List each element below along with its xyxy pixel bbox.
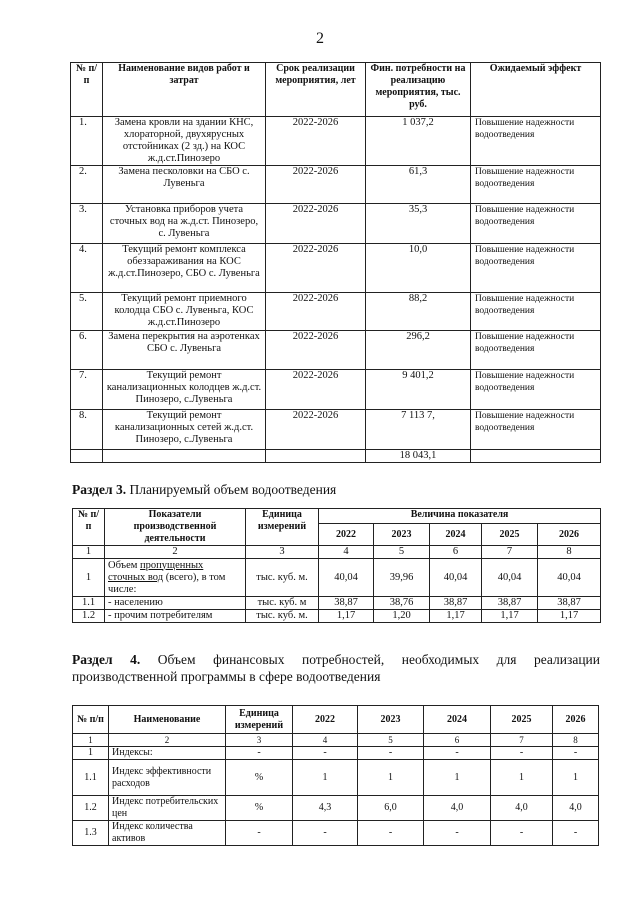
section4-title-line1: Объем финансовых потребностей, необходимых для реализации: [157, 652, 600, 667]
row-name: Индекс количества активов: [109, 821, 226, 846]
row-num: 6.: [71, 331, 103, 370]
row-value: 40,04: [538, 559, 601, 597]
row-fin: 88,2: [366, 293, 471, 331]
header-term: Срок реализации мероприятия, лет: [266, 63, 366, 117]
row-term: 2022-2026: [266, 331, 366, 370]
header-unit: Единица измерений: [246, 509, 319, 546]
header-year: 2026: [553, 706, 599, 734]
row-name: Индекс эффективности расходов: [109, 760, 226, 796]
wastewater-volume-table: [72, 508, 601, 623]
table-row: [73, 610, 601, 623]
header-year: 2024: [424, 706, 491, 734]
col-number: 7: [491, 734, 553, 747]
table-row: [71, 370, 601, 410]
row-name: Текущий ремонт канализационных сетей ж.д.ст. Пинозеро, с.Лувеньга: [103, 410, 266, 450]
header-indicator: Показатели производственной деятельности: [105, 509, 246, 546]
row-unit: -: [226, 821, 293, 846]
row-unit: %: [226, 796, 293, 821]
row-term: 2022-2026: [266, 166, 366, 204]
table-row: [71, 331, 601, 370]
row-value: -: [424, 747, 491, 760]
row-term: 2022-2026: [266, 293, 366, 331]
table-row: [73, 760, 599, 796]
row-value: 4,3: [293, 796, 358, 821]
row-num: 1: [73, 747, 109, 760]
header-name: Наименование: [109, 706, 226, 734]
row-value: 38,87: [430, 597, 482, 610]
activities-table: [70, 62, 601, 463]
row-fin: 1 037,2: [366, 117, 471, 166]
row-value: 1: [293, 760, 358, 796]
header-year: 2024: [430, 524, 482, 546]
section3-label: Раздел 3.: [72, 482, 127, 497]
row-value: -: [358, 821, 424, 846]
row-fin: 35,3: [366, 204, 471, 244]
header-year: 2025: [491, 706, 553, 734]
row-value: 38,76: [374, 597, 430, 610]
table-row: [71, 117, 601, 166]
row-value: 39,96: [374, 559, 430, 597]
header-year: 2025: [482, 524, 538, 546]
col-number: 1: [73, 546, 105, 559]
row-num: 1.3: [73, 821, 109, 846]
col-number: 3: [246, 546, 319, 559]
header-unit: Единица измерений: [226, 706, 293, 734]
row-name: Текущий ремонт комплекса обеззараживания на КОС ж.д.ст.Пинозеро, СБО с. Лувеньга: [103, 244, 266, 293]
row-value: 6,0: [358, 796, 424, 821]
row-name: Объем пропущенных сточных вод (всего), в том числе:: [105, 559, 246, 597]
row-value: 1,20: [374, 610, 430, 623]
header-year: 2022: [319, 524, 374, 546]
row-num: 1: [73, 559, 105, 597]
row-value: -: [553, 747, 599, 760]
row-value: 40,04: [319, 559, 374, 597]
col-number: 3: [226, 734, 293, 747]
row-value: -: [293, 821, 358, 846]
row-value: 40,04: [482, 559, 538, 597]
row-value: 4,0: [424, 796, 491, 821]
row-value: -: [553, 821, 599, 846]
row-value: 38,87: [319, 597, 374, 610]
col-number: 5: [358, 734, 424, 747]
row-value: 4,0: [553, 796, 599, 821]
header-name: Наименование видов работ и затрат: [103, 63, 266, 117]
row-value: 38,87: [538, 597, 601, 610]
table-row: [71, 204, 601, 244]
row-num: 2.: [71, 166, 103, 204]
row-num: 1.2: [73, 610, 105, 623]
header-year: 2022: [293, 706, 358, 734]
col-number: 4: [293, 734, 358, 747]
table-row: [71, 293, 601, 331]
row-name: Установка приборов учета сточных вод на ж.д.ст. Пинозеро, с. Лувеньга: [103, 204, 266, 244]
header-year: 2023: [358, 706, 424, 734]
row-value: 1,17: [430, 610, 482, 623]
row-name: - населению: [105, 597, 246, 610]
header-num: № п/п: [71, 63, 103, 117]
row-num: 8.: [71, 410, 103, 450]
row-term: 2022-2026: [266, 370, 366, 410]
row-effect: Повышение надежности водоотведения: [471, 166, 601, 204]
row-value: -: [491, 821, 553, 846]
row-unit: тыс. куб. м.: [246, 559, 319, 597]
row-name: Замена кровли на здании КНС, хлораторной, двухярусных отстойниках (2 зд.) на КОС ж.д.ст.Пинозеро: [103, 117, 266, 166]
row-value: -: [358, 747, 424, 760]
col-number: 5: [374, 546, 430, 559]
section4-title-line2: производственной программы в сфере водоотведения: [72, 669, 381, 684]
table-row: [71, 166, 601, 204]
row-unit: -: [226, 747, 293, 760]
row-value: 38,87: [482, 597, 538, 610]
row-effect: Повышение надежности водоотведения: [471, 331, 601, 370]
row-name: Текущий ремонт приемного колодца СБО с. Лувеньга, КОС ж.д.ст.Пинозеро: [103, 293, 266, 331]
row-name: Замена песколовки на СБО с. Лувеньга: [103, 166, 266, 204]
row-num: 7.: [71, 370, 103, 410]
table-row: [71, 244, 601, 293]
header-effect: Ожидаемый эффект: [471, 63, 601, 117]
header-num: № п/п: [73, 706, 109, 734]
row-fin: 61,3: [366, 166, 471, 204]
row-unit: тыс. куб. м.: [246, 610, 319, 623]
row-effect: Повышение надежности водоотведения: [471, 410, 601, 450]
section3-title: Планируемый объем водоотведения: [129, 482, 337, 497]
row-term: 2022-2026: [266, 410, 366, 450]
row-term: 2022-2026: [266, 244, 366, 293]
row-value: 1,17: [319, 610, 374, 623]
row-value: 1: [491, 760, 553, 796]
row-num: 5.: [71, 293, 103, 331]
row-effect: Повышение надежности водоотведения: [471, 370, 601, 410]
row-fin: 10,0: [366, 244, 471, 293]
row-value: 4,0: [491, 796, 553, 821]
header-value-group: Величина показателя: [319, 509, 601, 524]
column-numbers-row: [73, 546, 601, 559]
row-value: 40,04: [430, 559, 482, 597]
table-row: [73, 796, 599, 821]
row-num: 1.: [71, 117, 103, 166]
page-number: 2: [316, 30, 324, 47]
row-fin: 296,2: [366, 331, 471, 370]
row-name: Индексы:: [109, 747, 226, 760]
col-number: 2: [109, 734, 226, 747]
col-number: 1: [73, 734, 109, 747]
row-effect: Повышение надежности водоотведения: [471, 293, 601, 331]
table-row: [71, 410, 601, 450]
col-number: 6: [430, 546, 482, 559]
row-num: 1.1: [73, 760, 109, 796]
section4-label: Раздел 4.: [72, 652, 141, 667]
financial-needs-table: [72, 705, 599, 846]
row-term: 2022-2026: [266, 204, 366, 244]
header-year: 2023: [374, 524, 430, 546]
col-number: 2: [105, 546, 246, 559]
col-number: 4: [319, 546, 374, 559]
row-term: 2022-2026: [266, 117, 366, 166]
row-effect: Повышение надежности водоотведения: [471, 244, 601, 293]
total-value: 18 043,1: [366, 450, 471, 463]
table-row: [73, 597, 601, 610]
row-effect: Повышение надежности водоотведения: [471, 204, 601, 244]
row-value: -: [293, 747, 358, 760]
row-fin: 9 401,2: [366, 370, 471, 410]
row-num: 1.1: [73, 597, 105, 610]
row-name: Замена перекрытия на аэротенках СБО с. Лувеньга: [103, 331, 266, 370]
row-name: - прочим потребителям: [105, 610, 246, 623]
row-name: Индекс потребительских цен: [109, 796, 226, 821]
section3-heading: [72, 482, 336, 498]
col-number: 7: [482, 546, 538, 559]
row-name: Текущий ремонт канализационных колодцев ж.д.ст. Пинозеро, с.Лувеньга: [103, 370, 266, 410]
row-num: 4.: [71, 244, 103, 293]
section4-heading: [72, 651, 600, 685]
row-value: 1: [358, 760, 424, 796]
col-number: 8: [553, 734, 599, 747]
table-row: [73, 747, 599, 760]
table-header-row: [71, 63, 601, 117]
row-value: 1,17: [538, 610, 601, 623]
row-value: 1: [424, 760, 491, 796]
header-year: 2026: [538, 524, 601, 546]
row-value: 1: [553, 760, 599, 796]
col-number: 6: [424, 734, 491, 747]
header-num: № п/п: [73, 509, 105, 546]
row-value: -: [424, 821, 491, 846]
table-header-row: [73, 706, 599, 734]
column-numbers-row: [73, 734, 599, 747]
table-row: [73, 559, 601, 597]
row-num: 1.2: [73, 796, 109, 821]
row-effect: Повышение надежности водоотведения: [471, 117, 601, 166]
col-number: 8: [538, 546, 601, 559]
table-row: [73, 821, 599, 846]
row-num: 3.: [71, 204, 103, 244]
row-value: 1,17: [482, 610, 538, 623]
row-fin: 7 113 7,: [366, 410, 471, 450]
header-fin: Фин. потребности на реализацию мероприятия, тыс. руб.: [366, 63, 471, 117]
total-row: [71, 450, 601, 463]
row-value: -: [491, 747, 553, 760]
row-unit: %: [226, 760, 293, 796]
row-unit: тыс. куб. м: [246, 597, 319, 610]
table-header-row: [73, 509, 601, 524]
